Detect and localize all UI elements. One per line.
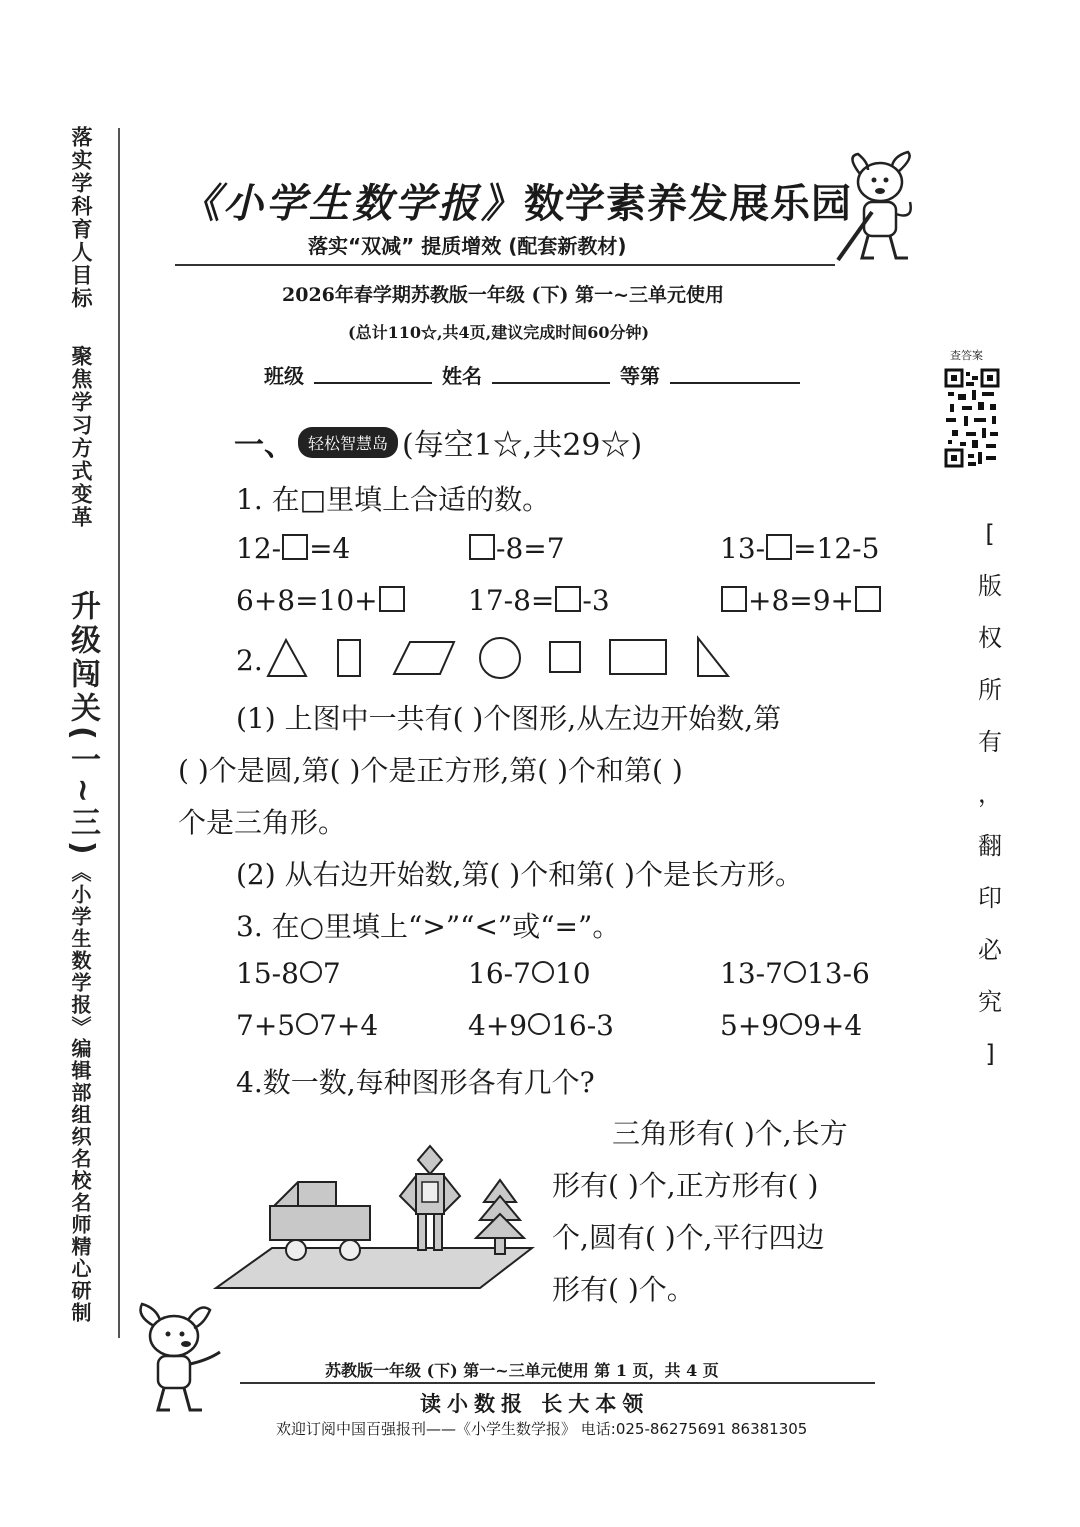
side-slogan-mid: 聚焦学习方式变革 bbox=[69, 345, 93, 529]
expr-part: =12-5 bbox=[793, 532, 880, 565]
rectangle-tall-icon bbox=[338, 640, 360, 676]
expr-part: 17-8= bbox=[468, 584, 555, 617]
name-label: 姓名 bbox=[442, 364, 482, 388]
compare-circle[interactable] bbox=[296, 1013, 318, 1035]
answer-box[interactable] bbox=[282, 534, 308, 560]
answer-box[interactable] bbox=[855, 586, 881, 612]
q2-shape-row bbox=[266, 634, 746, 684]
expr-part: 4+9 bbox=[468, 1009, 528, 1042]
copyright-char: 版 bbox=[978, 572, 1002, 600]
compare-circle[interactable] bbox=[780, 1013, 802, 1035]
compare-circle[interactable] bbox=[300, 961, 322, 983]
robot-arm-icon bbox=[400, 1176, 416, 1212]
square-icon bbox=[550, 642, 580, 672]
copyright-char: ] bbox=[985, 1040, 995, 1068]
parallelogram-ground-icon bbox=[216, 1248, 532, 1288]
q1-item bbox=[720, 584, 882, 617]
copyright-char: 所 bbox=[978, 676, 1002, 704]
parallelogram-icon bbox=[394, 642, 454, 674]
copyright-char: 究 bbox=[978, 988, 1002, 1016]
q3-item bbox=[720, 957, 870, 990]
expr-part: 10 bbox=[554, 957, 591, 990]
expr-part: 16-3 bbox=[551, 1009, 614, 1042]
qr-code-icon[interactable] bbox=[944, 368, 1000, 468]
answer-box[interactable] bbox=[555, 586, 581, 612]
mascot-dog-pointing-icon bbox=[130, 1296, 230, 1416]
robot-head-icon bbox=[418, 1146, 442, 1174]
copyright-char: 有 bbox=[978, 728, 1002, 756]
robot-chest-icon bbox=[422, 1182, 438, 1202]
expr-part: 7+5 bbox=[236, 1009, 296, 1042]
expr-part: 7+4 bbox=[319, 1009, 379, 1042]
copyright-char: [ bbox=[985, 520, 995, 548]
expr-part: 5+9 bbox=[720, 1009, 780, 1042]
q4-line2: 形有( )个,正方形有( ) bbox=[552, 1169, 819, 1202]
expr-part: 15-8 bbox=[236, 957, 299, 990]
q3-title: 3. 在○里填上“>”“<”或“=”。 bbox=[236, 910, 621, 943]
q3-item bbox=[468, 957, 591, 990]
grade-line: 2026年春学期苏教版一年级 (下) 第一~三单元使用 bbox=[282, 284, 725, 306]
answer-box[interactable] bbox=[379, 586, 405, 612]
header-rule bbox=[175, 264, 835, 266]
title-brand: 《小学生数学报》 bbox=[180, 180, 524, 227]
wheel-icon bbox=[340, 1240, 360, 1260]
expr-part: 7 bbox=[322, 957, 341, 990]
copyright-char: 翻 bbox=[978, 832, 1002, 860]
circle-icon bbox=[480, 638, 520, 678]
compare-circle[interactable] bbox=[532, 961, 554, 983]
robot-leg-icon bbox=[418, 1214, 426, 1250]
q2-part1-line3: 个是三角形。 bbox=[178, 806, 347, 839]
expr-part: 13- bbox=[720, 532, 766, 565]
q1-title: 1. 在□里填上合适的数。 bbox=[236, 483, 551, 516]
q1-item bbox=[720, 532, 879, 565]
section-number: 一、 bbox=[234, 428, 294, 463]
q2-part1-line2: ( )个是圆,第( )个是正方形,第( )个和第( ) bbox=[178, 754, 683, 787]
q3-item bbox=[468, 1009, 614, 1042]
section-badge: 轻松智慧岛 bbox=[298, 427, 398, 458]
q1-item bbox=[236, 584, 406, 617]
class-blank[interactable] bbox=[314, 360, 432, 384]
q4-line3: 个,圆有( )个,平行四边 bbox=[552, 1221, 825, 1254]
student-info-line bbox=[264, 360, 800, 389]
expr-part: 13-6 bbox=[806, 957, 870, 990]
tree-trunk-icon bbox=[495, 1238, 505, 1254]
expr-part: =4 bbox=[309, 532, 351, 565]
side-slogan-top: 落实学科育人目标 bbox=[69, 126, 93, 310]
total-score-line: (总计110☆,共4页,建议完成时间60分钟) bbox=[348, 323, 650, 342]
footer-subscription: 欢迎订阅中国百强报刊——《小学生数学报》 电话:025-86275691 86381305 bbox=[276, 1420, 808, 1438]
copyright-char: 必 bbox=[978, 936, 1002, 964]
left-margin-rule bbox=[118, 128, 120, 1338]
footer-slogan: 读小数报 长大本领 bbox=[420, 1392, 650, 1416]
robot-arm-icon bbox=[444, 1176, 460, 1212]
shape-picture-truck-robot-tree bbox=[212, 1140, 542, 1295]
robot-leg-icon bbox=[434, 1214, 442, 1250]
rank-blank[interactable] bbox=[670, 360, 800, 384]
compare-circle[interactable] bbox=[784, 961, 806, 983]
expr-part: 9+4 bbox=[803, 1009, 863, 1042]
expr-part: 16-7 bbox=[468, 957, 531, 990]
expr-part: +8=9+ bbox=[748, 584, 855, 617]
copyright-char: 权 bbox=[978, 624, 1002, 652]
q2-part2: (2) 从右边开始数,第( )个和第( )个是长方形。 bbox=[236, 858, 803, 891]
answer-box[interactable] bbox=[721, 586, 747, 612]
q3-item bbox=[236, 957, 341, 990]
answer-box[interactable] bbox=[766, 534, 792, 560]
newspaper-title bbox=[180, 172, 852, 229]
q4-title: 4.数一数,每种图形各有几个? bbox=[236, 1066, 595, 1099]
title-rest: 数学素养发展乐园 bbox=[524, 180, 852, 227]
expr-part: -8=7 bbox=[496, 532, 565, 565]
q3-item bbox=[720, 1009, 862, 1042]
q4-line1: 三角形有( )个,长方 bbox=[612, 1117, 848, 1150]
wheel-icon bbox=[286, 1240, 306, 1260]
footer-edition: 苏教版一年级 (下) 第一~三单元使用 第 1 页，共 4 页 bbox=[325, 1361, 719, 1380]
class-label: 班级 bbox=[264, 364, 304, 388]
q3-item bbox=[236, 1009, 378, 1042]
q2-part1-line1: (1) 上图中一共有( )个图形,从左边开始数,第 bbox=[236, 702, 782, 735]
answer-box[interactable] bbox=[469, 534, 495, 560]
tagline: 落实“双减” 提质增效 (配套新教材) bbox=[308, 234, 627, 258]
rectangle-wide-icon bbox=[610, 640, 666, 674]
expr-part: 13-7 bbox=[720, 957, 783, 990]
name-blank[interactable] bbox=[492, 360, 610, 384]
qr-label: 查答案 bbox=[950, 349, 983, 362]
expr-part: -3 bbox=[582, 584, 610, 617]
footer-rule bbox=[240, 1382, 875, 1384]
truck-body-icon bbox=[270, 1206, 370, 1240]
q1-item bbox=[468, 532, 565, 565]
expr-part: 12- bbox=[236, 532, 282, 565]
right-triangle-icon bbox=[698, 638, 728, 676]
side-credit: 《小学生数学报》编辑部组织名校名师精心研制 bbox=[68, 862, 92, 1324]
q1-item bbox=[468, 584, 610, 617]
copyright-notice bbox=[972, 508, 1008, 1080]
truck-cab-icon bbox=[274, 1182, 336, 1206]
compare-circle[interactable] bbox=[528, 1013, 550, 1035]
section-1-heading bbox=[234, 420, 642, 464]
q1-item bbox=[236, 532, 350, 565]
copyright-char: 印 bbox=[978, 884, 1002, 912]
q4-line4: 形有( )个。 bbox=[552, 1273, 695, 1306]
copyright-char: ， bbox=[978, 780, 1002, 808]
section-score: (每空1☆,共29☆) bbox=[402, 428, 643, 463]
expr-part: 6+8=10+ bbox=[236, 584, 378, 617]
rank-label: 等第 bbox=[620, 364, 660, 388]
triangle-icon bbox=[268, 640, 306, 676]
side-level-title: 升级闯关(一~三) bbox=[65, 590, 100, 859]
q2-label: 2. bbox=[236, 644, 263, 677]
